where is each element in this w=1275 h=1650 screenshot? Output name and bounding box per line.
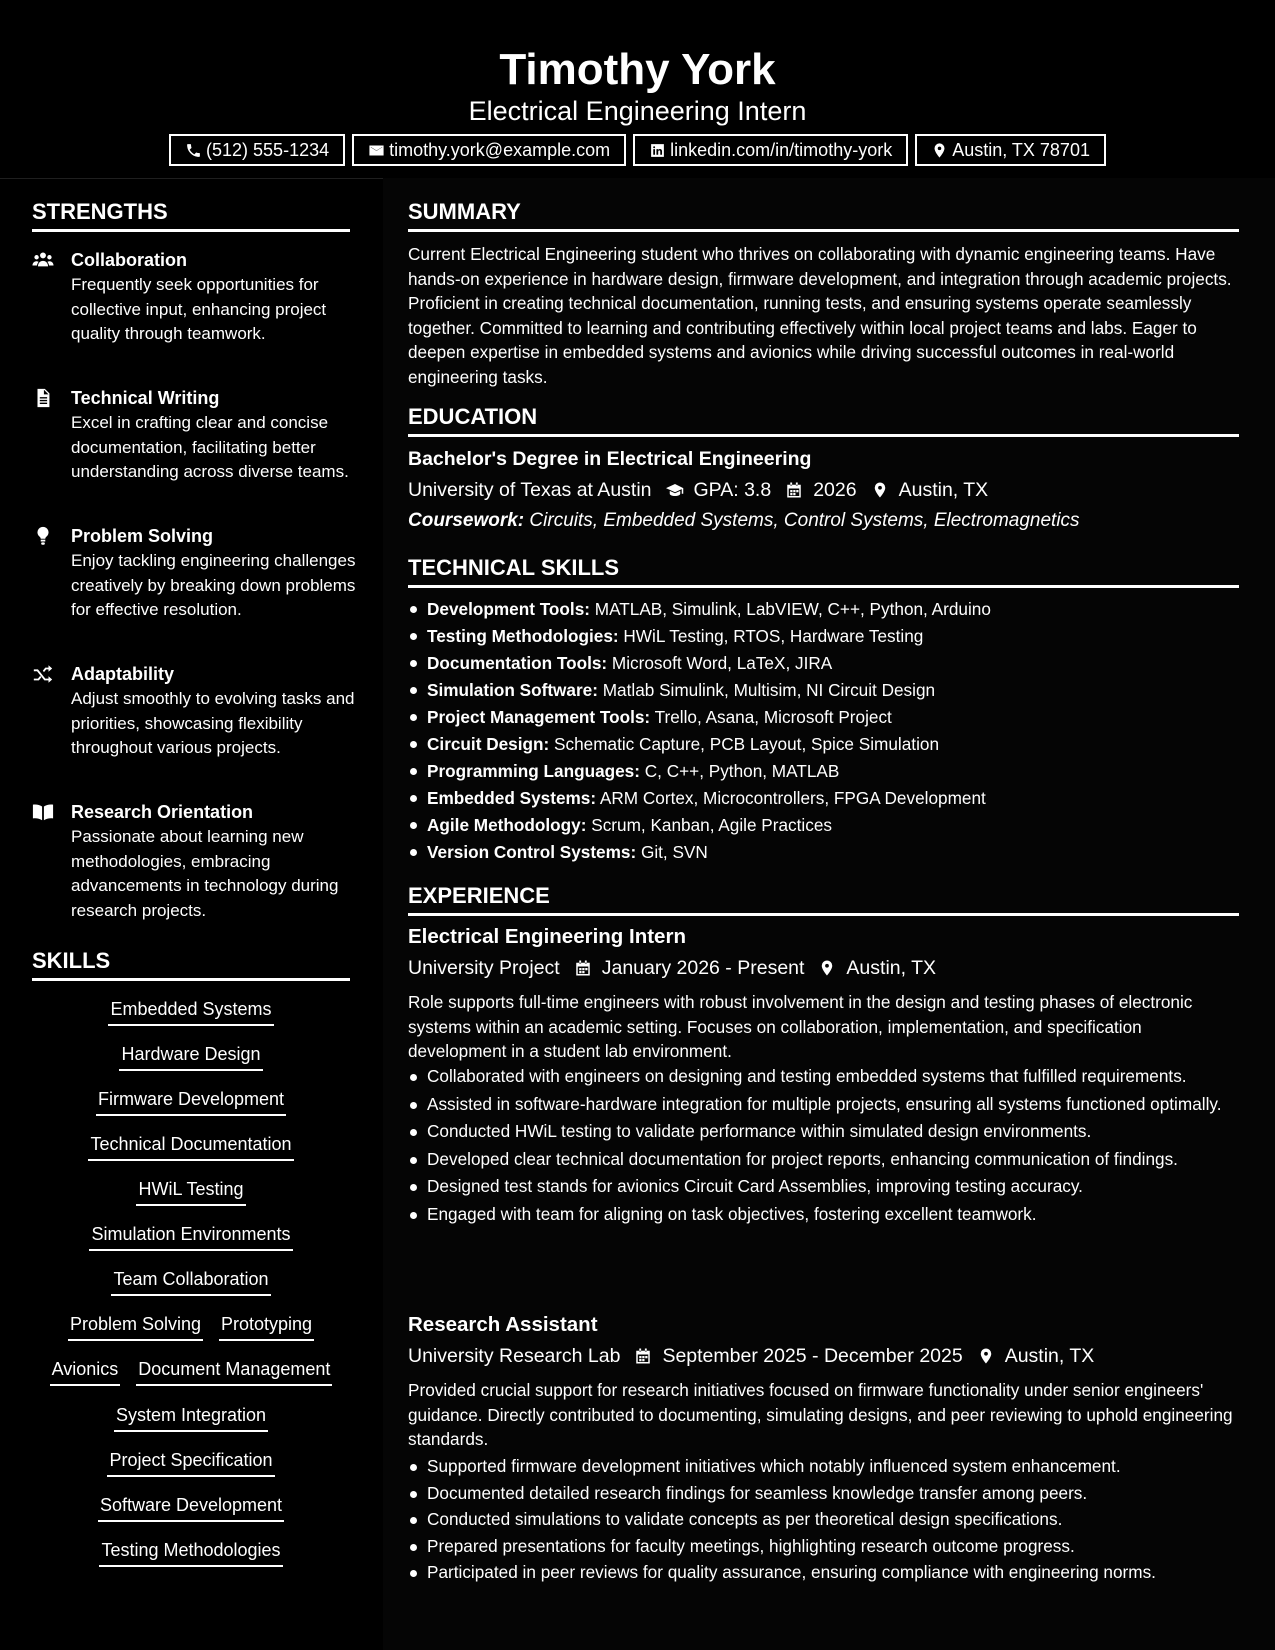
education-heading: EDUCATION [408, 403, 1239, 437]
list-item [408, 623, 1238, 650]
experience-heading: EXPERIENCE [408, 882, 1239, 916]
skill-tag: Problem Solving [68, 1312, 203, 1341]
education-meta [408, 477, 988, 503]
strength-title: Collaboration [71, 250, 187, 270]
list-item [408, 596, 1238, 623]
summary-heading: SUMMARY [408, 198, 1239, 232]
list-item: Participated in peer reviews for quality assurance, ensuring compliance with engineering norms. [408, 1560, 1240, 1585]
gpa: GPA: 3.8 [693, 479, 772, 501]
list-item: Assisted in software-hardware integration for multiple projects, ensuring all systems functioned optimally. [408, 1092, 1240, 1117]
document-icon [32, 388, 54, 408]
coursework [408, 508, 1080, 534]
linkedin-text: linkedin.com/in/timothy-york [670, 139, 893, 160]
linkedin-icon [649, 142, 666, 159]
skill-row [32, 1177, 350, 1206]
skill-value: MATLAB, Simulink, LabVIEW, C++, Python, Arduino [594, 599, 991, 619]
degree-title: Bachelor's Degree in Electrical Engineering [408, 448, 812, 470]
location-text: Austin, TX 78701 [952, 139, 1090, 160]
skill-value: Git, SVN [640, 842, 708, 862]
skill-value: HWiL Testing, RTOS, Hardware Testing [623, 626, 924, 646]
job-meta [408, 955, 936, 981]
list-item [408, 650, 1238, 677]
contact-phone[interactable] [169, 134, 345, 166]
shuffle-icon [32, 664, 54, 684]
resume-header [0, 0, 1275, 179]
job-title: Research Assistant [408, 1313, 598, 1336]
graduation-cap-icon [666, 481, 684, 499]
list-item [408, 839, 1238, 866]
job-location: Austin, TX [846, 957, 937, 979]
skill-value: Trello, Asana, Microsoft Project [654, 707, 892, 727]
map-pin-icon [931, 142, 948, 159]
skill-label: Testing Methodologies: [427, 626, 619, 646]
list-item: Conducted HWiL testing to validate performance within simulated design environments. [408, 1119, 1240, 1144]
envelope-icon [368, 142, 385, 159]
skill-value: Schematic Capture, PCB Layout, Spice Simulation [554, 734, 940, 754]
skill-label: Agile Methodology: [427, 815, 587, 835]
email-text: timothy.york@example.com [389, 139, 611, 160]
contact-email[interactable] [352, 134, 626, 166]
technical-skills-heading: TECHNICAL SKILLS [408, 554, 1239, 588]
candidate-name: Timothy York [499, 45, 776, 94]
job-dates: September 2025 - December 2025 [662, 1345, 963, 1367]
job-location: Austin, TX [1004, 1345, 1095, 1367]
skill-label: Embedded Systems: [427, 788, 597, 808]
skill-tag: Prototyping [219, 1312, 314, 1341]
coursework-list: Circuits, Embedded Systems, Control Systems, Electromagnetics [529, 510, 1080, 531]
skill-value: ARM Cortex, Microcontrollers, FPGA Development [599, 788, 986, 808]
skill-tag: Testing Methodologies [99, 1538, 282, 1567]
skill-tag: System Integration [114, 1403, 268, 1432]
strength-title: Research Orientation [71, 802, 254, 822]
strength-title: Adaptability [71, 664, 175, 684]
skill-tag: Team Collaboration [111, 1267, 270, 1296]
list-item: Prepared presentations for faculty meetings, highlighting research outcome progress. [408, 1534, 1240, 1559]
phone-text: (512) 555-1234 [206, 139, 330, 160]
calendar-icon [785, 481, 803, 499]
strength-description: Frequently seek opportunities for collective input, enhancing project quality through teamwork. [71, 275, 327, 343]
skill-tag: Firmware Development [96, 1087, 286, 1116]
skill-label: Circuit Design: [427, 734, 550, 754]
contact-location[interactable] [915, 134, 1106, 166]
list-item: Developed clear technical documentation for project reports, enhancing communication of findings. [408, 1147, 1240, 1172]
list-item [408, 677, 1238, 704]
skill-row [32, 1357, 350, 1386]
list-item: Conducted simulations to validate concepts as per theoretical design specifications. [408, 1507, 1240, 1532]
strength-description: Passionate about learning new methodologies, embracing advancements in technology during research projects. [71, 827, 339, 920]
skill-row [32, 1403, 350, 1432]
job-description: Provided crucial support for research initiatives focused on firmware functionality under senior engineers' guidance. Directly contributed to documenting, simulating designs, and peer reviewing to uphold engineering standards. [408, 1380, 1233, 1449]
contact-bar [0, 134, 1275, 166]
skill-tag: Document Management [136, 1357, 332, 1386]
skill-row [32, 1312, 350, 1341]
job-bullets [408, 1064, 1240, 1229]
skill-tag: Technical Documentation [88, 1132, 293, 1161]
coursework-label: Coursework: [408, 510, 525, 531]
job-org: University Research Lab [408, 1345, 621, 1367]
skill-value: Microsoft Word, LaTeX, JIRA [611, 653, 833, 673]
skill-value: Matlab Simulink, Multisim, NI Circuit Design [602, 680, 936, 700]
contact-linkedin[interactable] [633, 134, 908, 166]
list-item [408, 731, 1238, 758]
skill-tag: Project Specification [107, 1448, 274, 1477]
skill-tag: Embedded Systems [108, 997, 273, 1026]
lightbulb-icon [32, 526, 54, 546]
job-dates: January 2026 - Present [601, 957, 805, 979]
technical-skills-list [408, 596, 1238, 866]
calendar-icon [574, 959, 592, 977]
skill-row [32, 1132, 350, 1161]
skill-row [32, 1448, 350, 1477]
phone-icon [185, 142, 202, 159]
skill-label: Development Tools: [427, 599, 590, 619]
job-description: Role supports full-time engineers with robust involvement in the design and testing phases of electronic systems within an academic setting. Focuses on collaboration, implementation, and specification development in a student lab environment. [408, 992, 1193, 1061]
skill-row [32, 1267, 350, 1296]
job-bullets [408, 1454, 1240, 1587]
map-pin-icon [818, 959, 836, 977]
list-item: Documented detailed research findings for seamless knowledge transfer among peers. [408, 1481, 1240, 1506]
skill-tag: Hardware Design [119, 1042, 262, 1071]
skill-row [32, 997, 350, 1026]
skill-label: Documentation Tools: [427, 653, 608, 673]
education-location: Austin, TX [898, 479, 989, 501]
list-item [408, 785, 1238, 812]
list-item [408, 704, 1238, 731]
list-item: Supported firmware development initiatives which notably influenced system enhancement. [408, 1454, 1240, 1479]
list-item [408, 812, 1238, 839]
skill-value: Scrum, Kanban, Agile Practices [591, 815, 832, 835]
skill-label: Simulation Software: [427, 680, 598, 700]
skill-value: C, C++, Python, MATLAB [644, 761, 840, 781]
skill-tag: Avionics [50, 1357, 121, 1386]
skill-label: Version Control Systems: [427, 842, 637, 862]
calendar-icon [634, 1347, 652, 1365]
map-pin-icon [871, 481, 889, 499]
strengths-heading: STRENGTHS [32, 198, 350, 232]
skill-label: Programming Languages: [427, 761, 640, 781]
job-org: University Project [408, 957, 560, 979]
strength-title: Technical Writing [71, 388, 220, 408]
list-item: Collaborated with engineers on designing and testing embedded systems that fulfilled requirements. [408, 1064, 1240, 1089]
skill-tag: HWiL Testing [136, 1177, 245, 1206]
graduation-year: 2026 [813, 479, 857, 501]
skill-row [32, 1042, 350, 1071]
book-icon [32, 802, 54, 822]
list-item [408, 758, 1238, 785]
skill-tag: Software Development [98, 1493, 284, 1522]
skill-row [32, 1087, 350, 1116]
job-meta [408, 1343, 1094, 1369]
strength-description: Excel in crafting clear and concise documentation, facilitating better understanding across diverse teams. [71, 413, 349, 481]
job-title: Electrical Engineering Intern [408, 925, 686, 948]
skill-row [32, 1222, 350, 1251]
strength-description: Adjust smoothly to evolving tasks and priorities, showcasing flexibility throughout various projects. [71, 689, 355, 757]
skills-heading: SKILLS [32, 947, 350, 981]
skill-label: Project Management Tools: [427, 707, 651, 727]
skill-row [32, 1493, 350, 1522]
skill-row [32, 1538, 350, 1567]
strength-description: Enjoy tackling engineering challenges creatively by breaking down problems for effective resolution. [71, 551, 356, 619]
skill-tag: Simulation Environments [89, 1222, 292, 1251]
map-pin-icon [977, 1347, 995, 1365]
users-icon [32, 250, 54, 270]
summary-text: Current Electrical Engineering student who thrives on collaborating with dynamic engineering teams. Have hands-on experience in hardware design, firmware development, and integration through academic projects. Proficient in creating technical documentation, running tests, and ensuring systems operate seamlessly together. Committed to learning and contributing effectively within local project teams and labs. Eager to deepen expertise in embedded systems and avionics while driving successful outcomes in real-world engineering tasks. [408, 244, 1232, 387]
list-item: Engaged with team for aligning on task objectives, fostering excellent teamwork. [408, 1202, 1240, 1227]
list-item: Designed test stands for avionics Circuit Card Assemblies, improving testing accuracy. [408, 1174, 1240, 1199]
candidate-title: Electrical Engineering Intern [468, 96, 807, 126]
strength-title: Problem Solving [71, 526, 214, 546]
school-name: University of Texas at Austin [408, 479, 652, 501]
